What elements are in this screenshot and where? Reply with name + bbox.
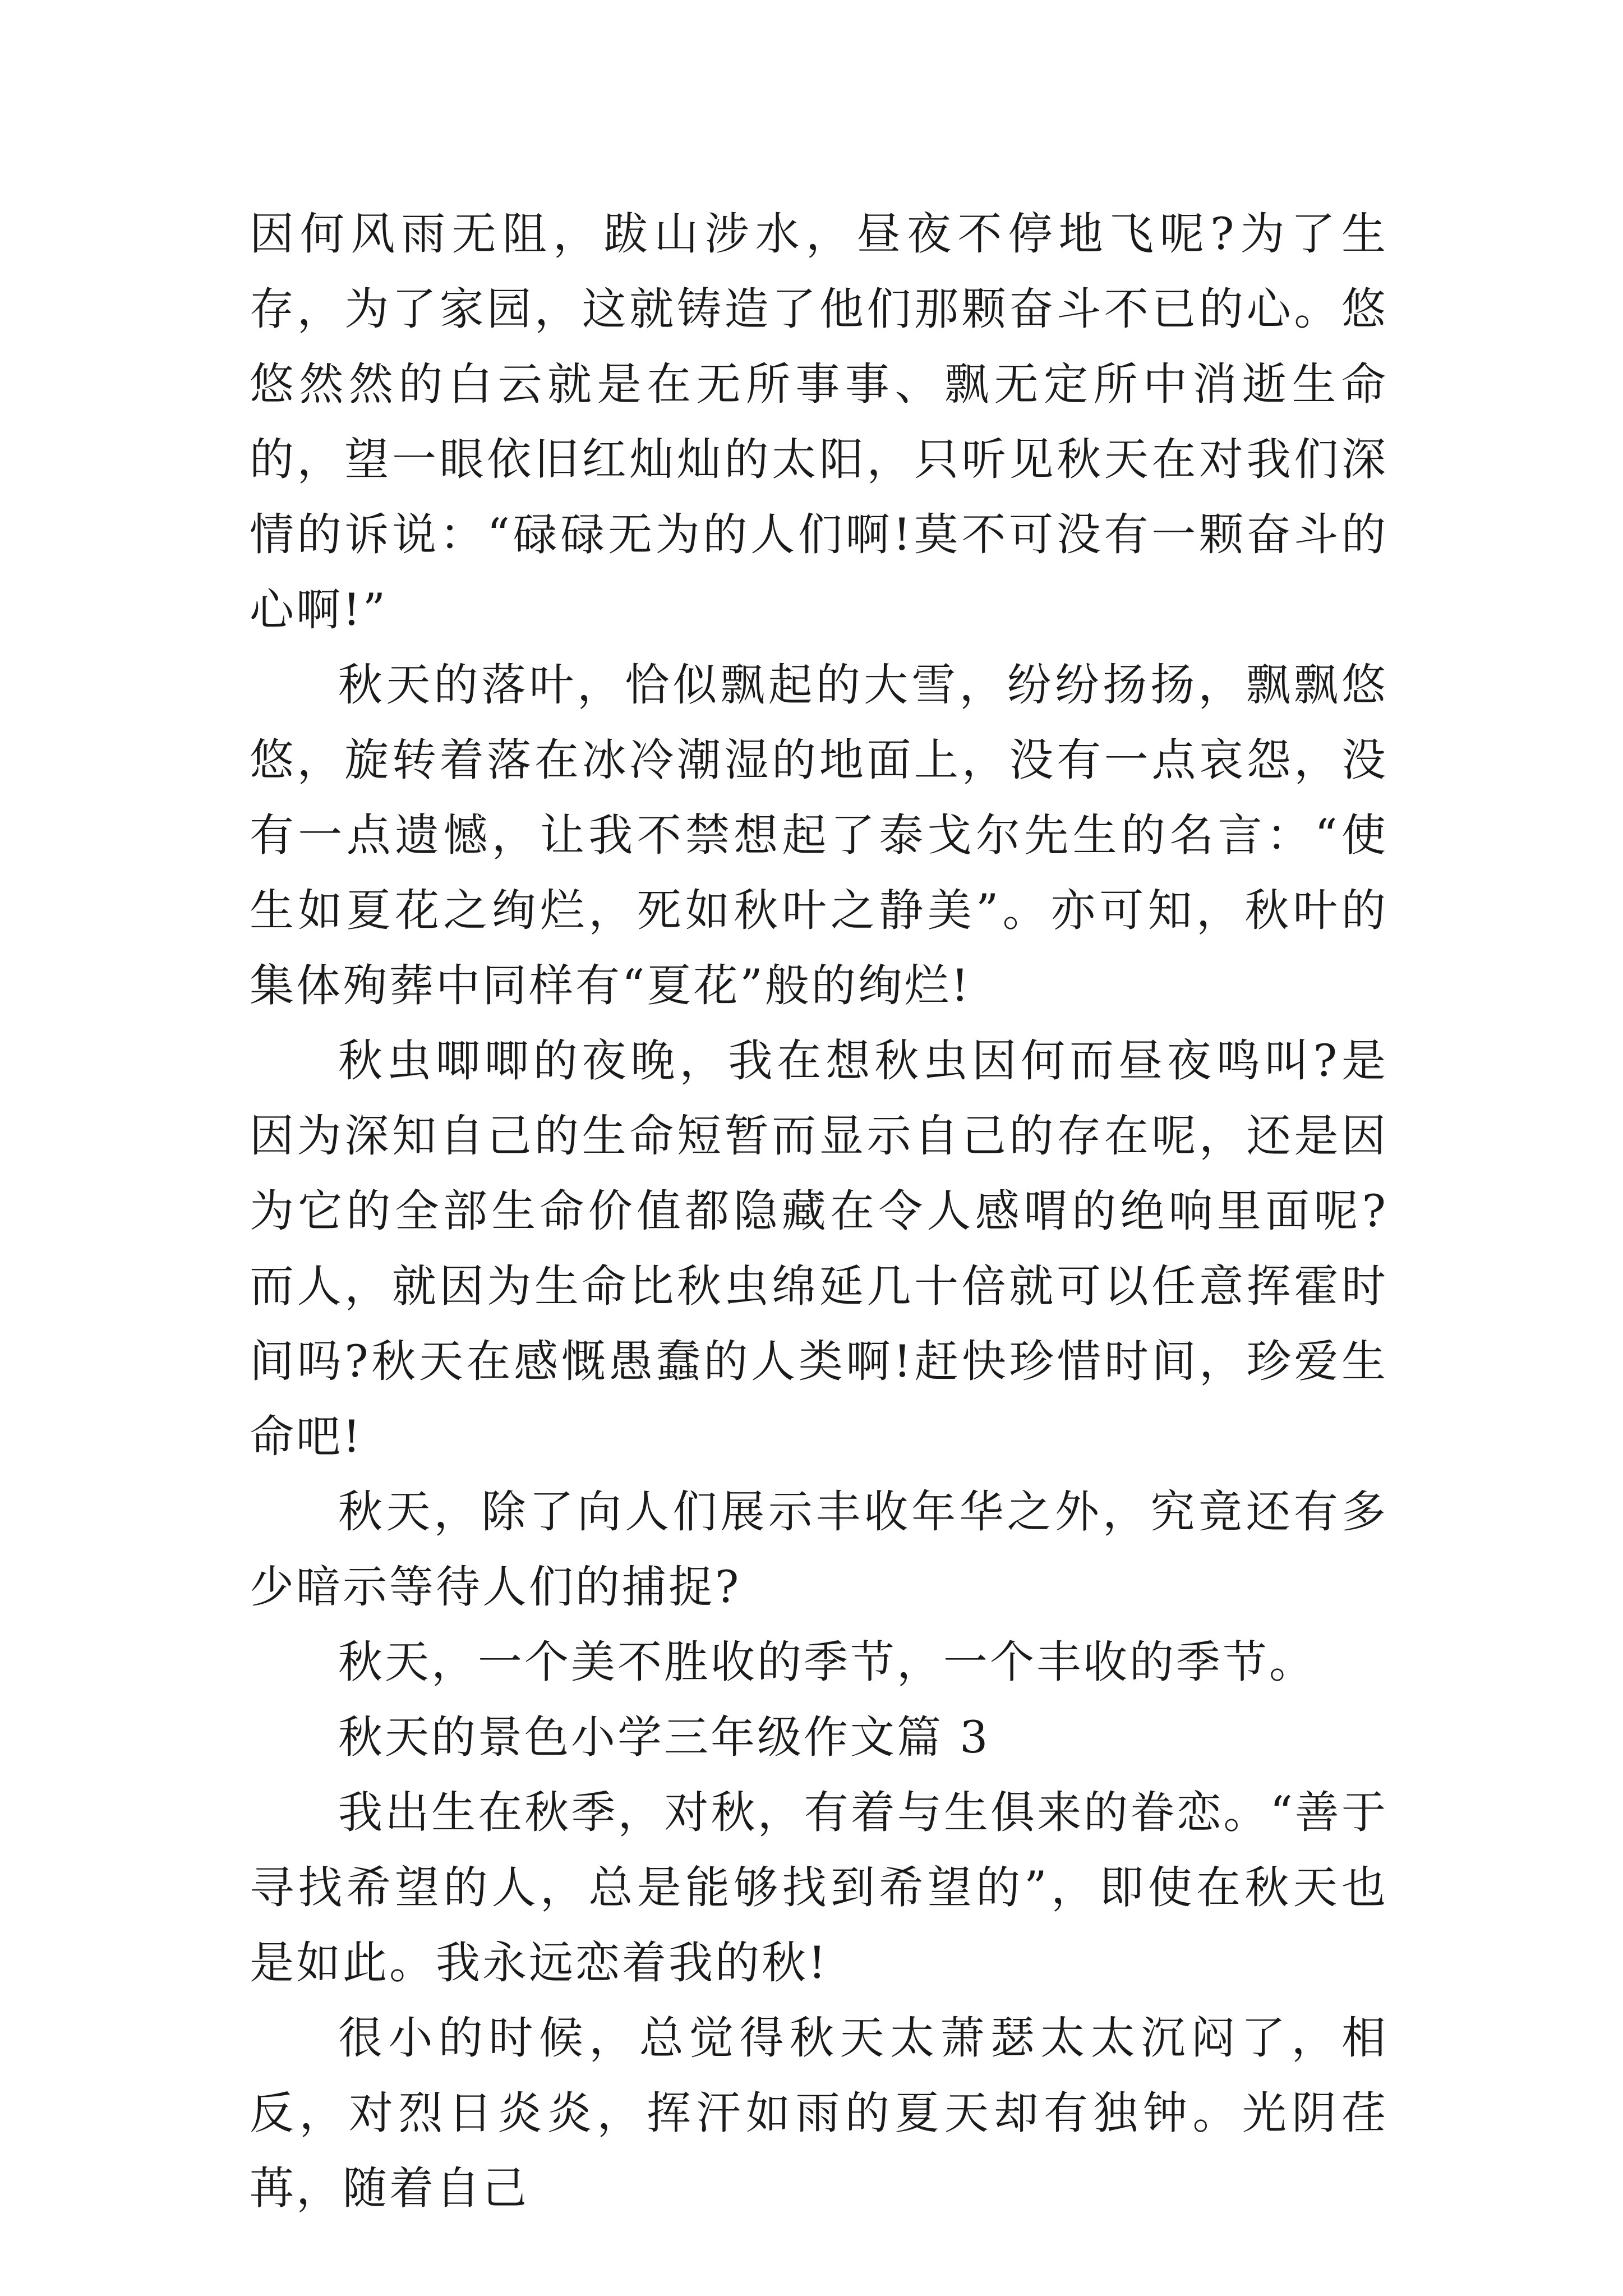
paragraph-2: 秋天的落叶，恰似飘起的大雪，纷纷扬扬，飘飘悠悠，旋转着落在冰冷潮湿的地面上，没有一点哀怨，没有一点遗憾，让我不禁想起了泰戈尔先生的名言：“使生如夏花之绚烂，死如秋叶之静美”。亦可知，秋叶的集体殉葬中同样有“夏花”般的绚烂! (250, 659, 1388, 1011)
section-heading: 秋天的景色小学三年级作文篇 3 (338, 1711, 990, 1763)
paragraph-7: 很小的时候，总觉得秋天太萧瑟太太沉闷了，相反，对烈日炎炎，挥汗如雨的夏天却有独钟。光阴荏苒，随着自己 (250, 2012, 1388, 2214)
paragraph-3: 秋虫唧唧的夜晚，我在想秋虫因何而昼夜鸣叫?是因为深知自己的生命短暂而显示自己的存在呢，还是因为它的全部生命价值都隐藏在令人感喟的绝响里面呢?而人，就因为生命比秋虫绵延几十倍就可以任意挥霍时间吗?秋天在感慨愚蠢的人类啊!赶快珍惜时间，珍爱生命吧! (250, 1035, 1388, 1462)
paragraph-6: 我出生在秋季，对秋，有着与生俱来的眷恋。“善于寻找希望的人，总是能够找到希望的”，即使在秋天也是如此。我永远恋着我的秋! (250, 1787, 1388, 1989)
paragraph-4: 秋天，除了向人们展示丰收年华之外，究竟还有多少暗示等待人们的捕捉? (250, 1486, 1388, 1613)
essay-body (250, 196, 1388, 2226)
paragraph-5: 秋天，一个美不胜收的季节，一个丰收的季节。 (338, 1636, 1316, 1688)
paragraph-1: 因何风雨无阻，跋山涉水，昼夜不停地飞呢?为了生存，为了家园，这就铸造了他们那颗奋斗不已的心。悠悠然然的白云就是在无所事事、飘无定所中消逝生命的，望一眼依旧红灿灿的太阳，只听见秋天在对我们深情的诉说：“碌碌无为的人们啊!莫不可没有一颗奋斗的心啊!” (250, 208, 1388, 636)
